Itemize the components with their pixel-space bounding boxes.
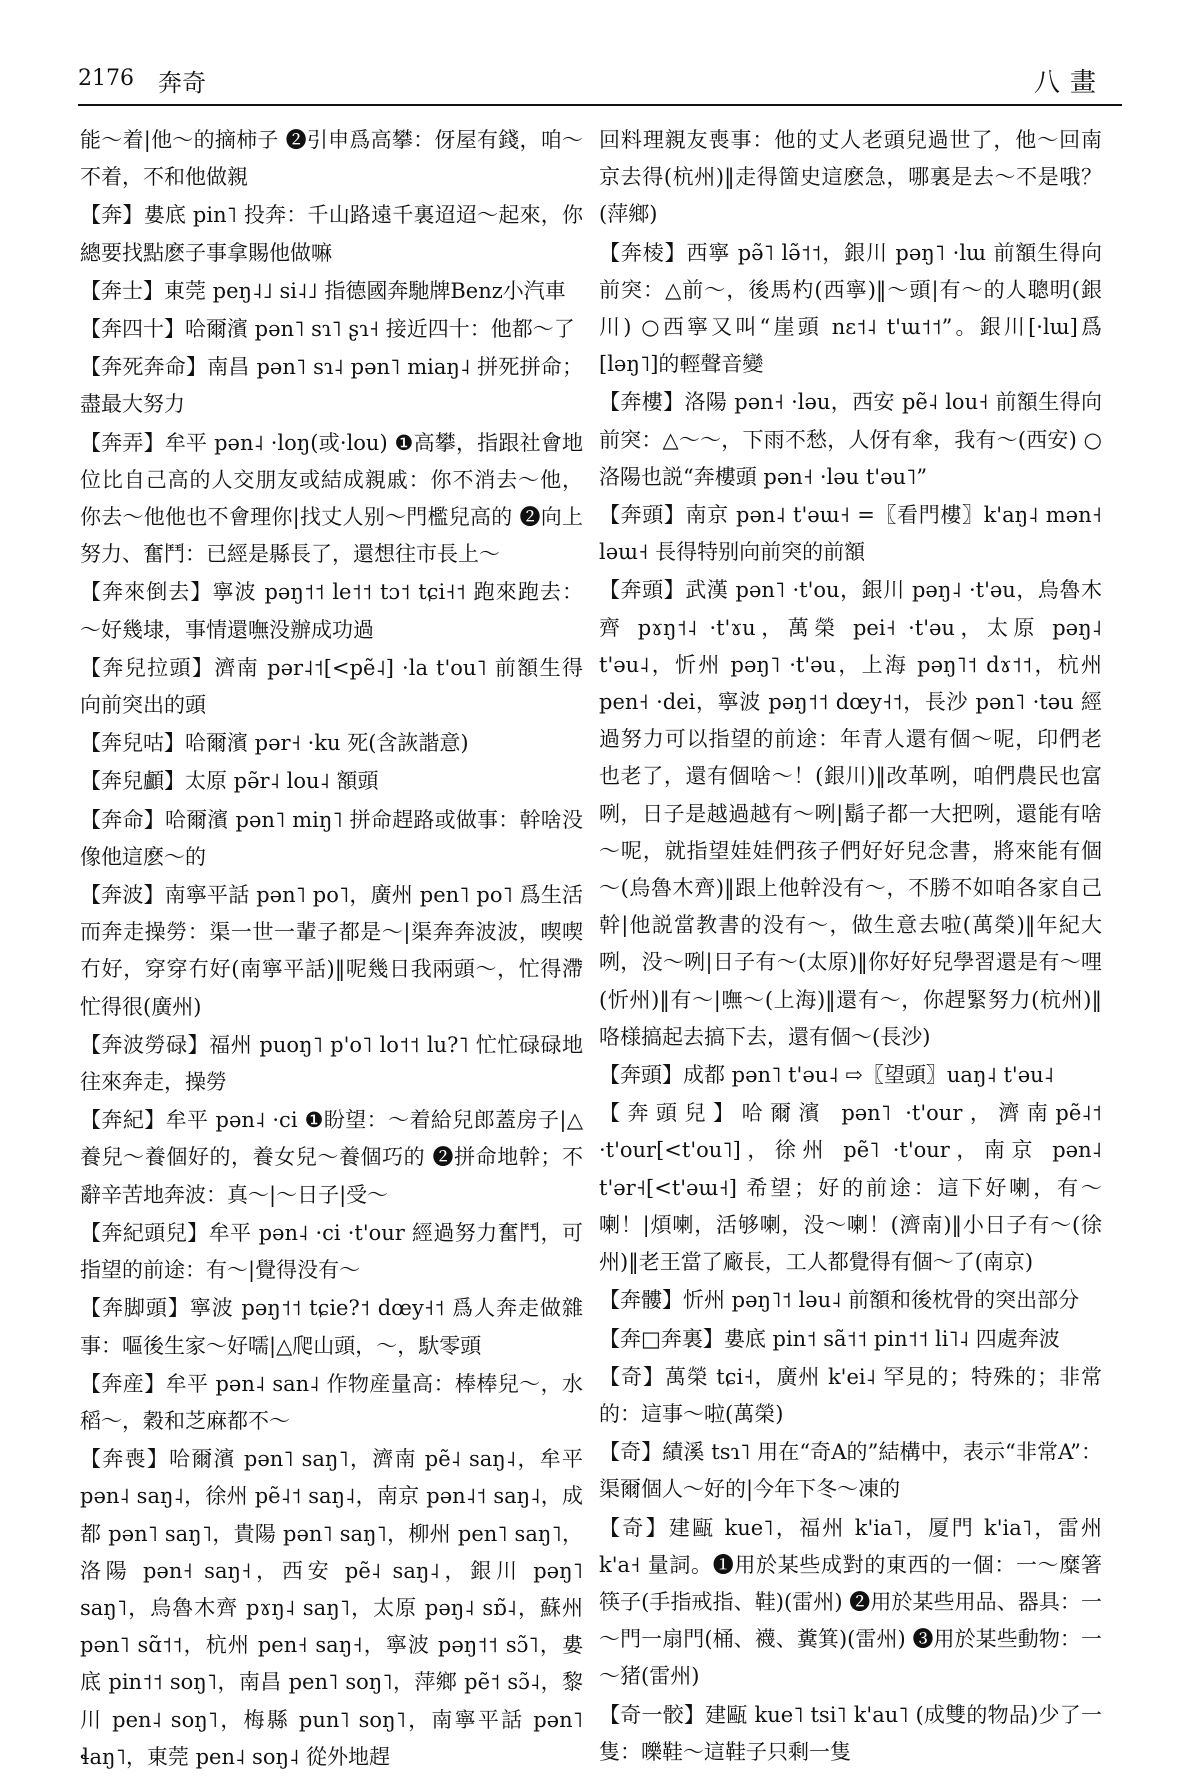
dictionary-entry: 【奔頭】南京 pən˨ t'əɯ˧ =〖看門樓〗k'aŋ˨ mən˧ ləɯ˧ 長得特别向前突的前額	[599, 503, 1102, 565]
dictionary-entry: 【奔命】哈爾濱 pən˥ miŋ˥ 拼命趕路或做事：幹啥没像他這麽～的	[80, 807, 583, 869]
dictionary-entry: 【奔】婁底 pin˥ 投奔：千山路遠千裏迢迢～起來，你總要找點麽子事拿賜他做嘛	[80, 203, 583, 265]
section-label: 八畫	[1033, 68, 1106, 98]
dictionary-entry: 【奔頭兒】哈爾濱 pən˥ ·t'our，濟南pẽ˨˦ ·t'our[<t'ou˥]，徐州 pẽ˥ ·t'our，南京 pən˨ t'ər˧[<t'əɯ˧] 希望；好的前途：這下好喇，有～喇！|煩喇，活够喇，没～喇！(濟南)‖小日子有～(徐州)‖老王當了廠長，工人都覺得有個～了(南京)	[599, 1101, 1102, 1275]
right-column	[599, 122, 1102, 1772]
left-column	[80, 122, 583, 1777]
page-number: 2176	[78, 66, 134, 91]
dictionary-entry: 【奇一骹】建甌 kue˥ tsi˥ k'au˥ (成雙的物品)少了一隻：嚛鞋～這鞋子只剩一隻	[599, 1702, 1102, 1764]
dictionary-entry: 【奔髏】忻州 pəŋ˥˦ ləu˨ 前額和後枕骨的突出部分	[599, 1288, 1080, 1313]
page-header	[78, 58, 1122, 106]
dictionary-entry: 【奔□奔裏】婁底 pin˦ sã˦˦ pin˦˦ li˥˨ 四處奔波	[599, 1326, 1060, 1351]
dictionary-entry: 【奔波】南寧平話 pən˥ po˥，廣州 pen˥ po˥ 爲生活而奔走操勞：渠一世一輩子都是～|渠奔奔波波，喫喫冇好，穿穿冇好(南寧平話)‖呢幾日我兩頭～，忙得滯忙得很(廣州)	[80, 883, 583, 1019]
dictionary-entry: 【奔來倒去】寧波 pəŋ˦˦ le˦˦ tɔ˦ tɕi˧˦ 跑來跑去：～好幾埭，事情還嘸没辦成功過	[80, 580, 583, 642]
dictionary-entry: 回料理親友喪事：他的丈人老頭兒過世了，他～回南京去得(杭州)‖走得箇史這麽急，哪裏是去～不是哦？(萍鄉)	[599, 128, 1102, 227]
dictionary-entry: 【奇】績溪 tsɿ˥ 用在“奇A的”結構中，表示“非常A”：渠爾個人～好的|今年下冬～凍的	[599, 1440, 1102, 1502]
dictionary-entry: 【奔樓】洛陽 pən˧ ·ləu，西安 pẽ˨ lou˧ 前額生得向前突：△～～，下雨不愁，人伢有傘，我有～(西安) ○洛陽也説“奔樓頭 pən˧ ·ləu t'əu˥”	[599, 390, 1102, 489]
dictionary-entry: 能～着|他～的摘柿子 ❷引申爲高攀：伢屋有錢，咱～不着，不和他做親	[80, 128, 583, 190]
dictionary-entry: 【奔兒拉頭】濟南 pər˨˦[<pẽ˨] ·la t'ou˥ 前額生得向前突出的頭	[80, 655, 583, 718]
dictionary-entry: 【奔頭】成都 pən˥ t'əu˨ ⇨〖望頭〗uaŋ˨ t'əu˨	[599, 1063, 1055, 1088]
dictionary-entry: 【奔兒顱】太原 pə̃r˨ lou˨ 額頭	[80, 769, 379, 794]
dictionary-entry: 【奔産】牟平 pən˨ san˨ 作物産量高：棒棒兒～，水稻～，穀和芝麻都不～	[80, 1371, 583, 1433]
dictionary-entry: 【奇】建甌 kue˥，福州 k'ia˥，厦門 k'ia˥，雷州 k'a˧ 量詞。❶用於某些成對的東西的一個：一～糜箸筷子(手指戒指、鞋)(雷州) ❷用於某些用品、器具：一～門一扇門(桶、襪、糞箕)(雷州) ❸用於某些動物：一～猪(雷州)	[599, 1515, 1102, 1689]
dictionary-entry: 【奔四十】哈爾濱 pən˥ sɿ˥ ʂɿ˧ 接近四十：他都～了	[80, 317, 575, 342]
dictionary-entry: 【奔紀】牟平 pən˨ ·ci ❶盼望：～着給兒郎蓋房子|△養兒～養個好的，養女兒～養個巧的 ❷拼命地幹；不辭辛苦地奔波：真～|～日子|受～	[80, 1108, 583, 1207]
dictionary-entry: 【奔弄】牟平 pən˨ ·loŋ(或·lou) ❶高攀，指跟社會地位比自己高的人交朋友或結成親戚：你不消去～他，你去～他他也不會理你|找丈人别～門檻兒高的 ❷向上努力、奮鬥：已經是縣長了，還想往市長上～	[80, 430, 583, 567]
dictionary-entry: 【奔士】東莞 peŋ˨˩ si˨˩ 指德國奔馳牌Benz小汽車	[80, 278, 566, 303]
dictionary-entry: 【奔棱】西寧 pə̃˥ lə̃˦˦，銀川 pəŋ˥ ·lɯ 前額生得向前突：△前～，後馬杓(西寧)‖～頭|有～的人聰明(銀川) ○西寧又叫“崖頭 nɛ˦˨ t'ɯ˦˦”。銀川[·lɯ]爲[ləŋ˥]的輕聲音變	[599, 240, 1102, 377]
dictionary-entry: 【奇】萬榮 tɕi˧，廣州 k'ei˨ 罕見的；特殊的；非常的：這事～啦(萬榮)	[599, 1364, 1102, 1426]
dictionary-entry: 【奔紀頭兒】牟平 pən˨ ·ci ·t'our 經過努力奮鬥，可指望的前途：有～|覺得没有～	[80, 1220, 583, 1283]
dictionary-entry: 【奔脚頭】寧波 pəŋ˦˦ tɕie?˦ dœy˧˦ 爲人奔走做雜事：嘔後生家～好嚅|△爬山頭，～，馱零頭	[80, 1296, 583, 1358]
dictionary-entry: 【奔波勞碌】福州 puoŋ˥ p'o˥ lo˦˦ lu?˥ 忙忙碌碌地往來奔走，操勞	[80, 1032, 583, 1095]
dictionary-entry: 【奔頭】武漢 pən˥ ·t'ou，銀川 pəŋ˨ ·t'əu，烏魯木齊 pɤŋ˦˨ ·t'ɤu，萬榮 pei˧ ·t'əu，太原 pəŋ˨ t'əu˨，忻州 pəŋ˥ ·t'əu，上海 pəŋ˥˦ dɤ˦˦，杭州 pen˧ ·dei，寧波 pəŋ˦˦ dœy˧˦，長沙 pən˥ ·təu 經過努力可以指望的前途：年青人還有個～呢，印們老也老了，還有個啥～！(銀川)‖改革咧，咱們農民也富咧，日子是越過越有～咧|鬍子都一大把咧，還能有啥～呢，就指望娃娃們孩子們好好兒念書，將來能有個～(烏魯木齊)‖跟上他幹没有～，不勝不如咱各家自己幹|他説當教書的没有～，做生意去啦(萬榮)‖年紀大咧，没～咧|日子有～(太原)‖你好好兒學習還是有～哩(忻州)‖有～|嘸～(上海)‖還有～，你趕緊努力(杭州)‖咯様搞起去搞下去，還有個～(長沙)	[599, 578, 1102, 1049]
dictionary-entry: 【奔喪】哈爾濱 pən˥ saŋ˥，濟南 pẽ˨ saŋ˨，牟平 pən˨ saŋ˨，徐州 pẽ˨˦ saŋ˨，南京 pən˨˦ saŋ˨，成都 pən˥ saŋ˥，貴陽 pən˥ saŋ˥，柳州 pen˥ saŋ˥，洛陽 pən˧ saŋ˧，西安 pẽ˨ saŋ˨，銀川 pəŋ˥ saŋ˥，烏魯木齊 pɤŋ˨ saŋ˥，太原 pəŋ˨ sɒ̃˨，蘇州 pən˥ sɑ̃˦˦，杭州 pen˧ saŋ˧，寧波 pəŋ˦˦ sɔ̃˥，婁底 pin˦˦ soŋ˥，南昌 pen˥ soŋ˥，萍鄉 pẽ˦ sɔ̃˨，黎川 pen˨ soŋ˥，梅縣 pun˥ soŋ˥，南寧平話 pən˥ ɬaŋ˥，東莞 pen˨ soŋ˨ 從外地趕	[80, 1447, 583, 1769]
dictionary-entry: 【奔死奔命】南昌 pən˥ sɿ˨ pən˥ miaŋ˨ 拼死拼命；盡最大努力	[80, 355, 583, 417]
dictionary-entry: 【奔兒咕】哈爾濱 pər˧ ·ku 死(含詼諧意)	[80, 731, 469, 756]
running-head: 奔奇	[158, 69, 206, 97]
